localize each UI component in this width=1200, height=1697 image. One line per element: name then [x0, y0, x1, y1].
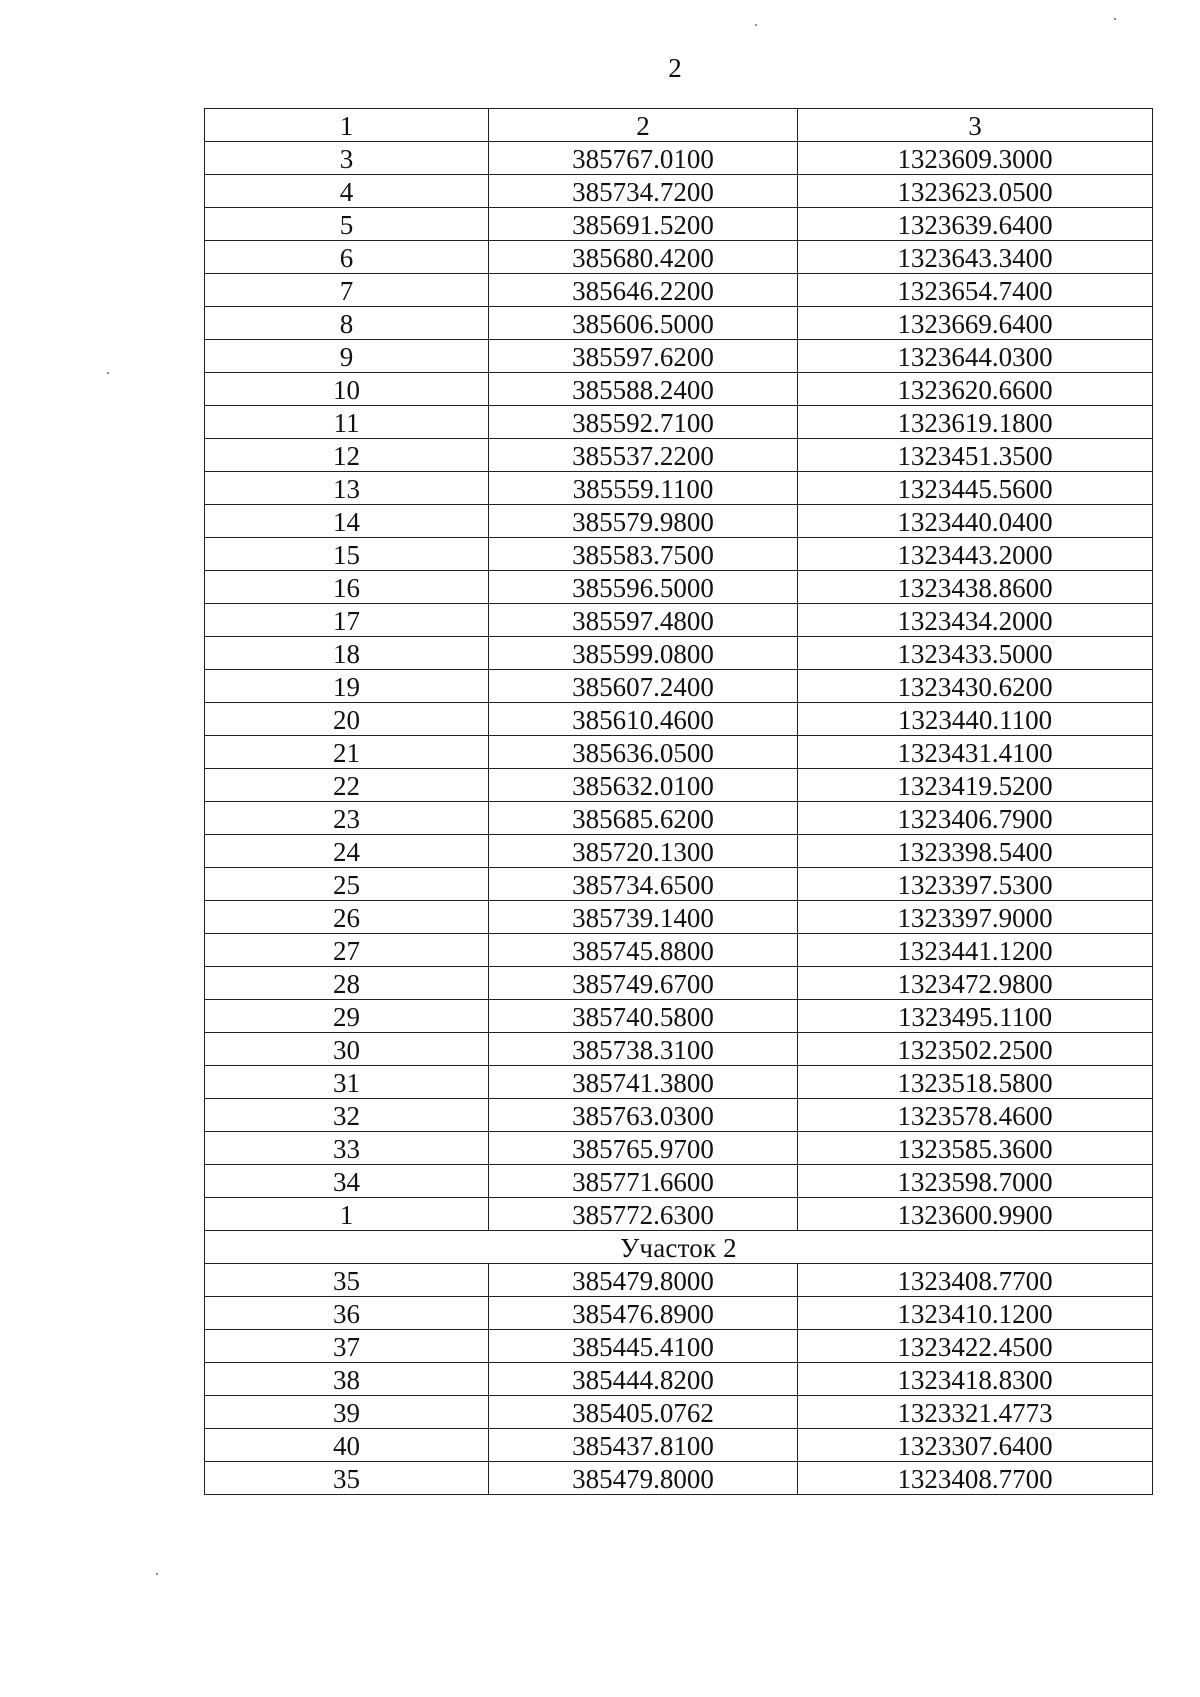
point-number-cell: 21: [205, 736, 489, 769]
x-coordinate-cell: 385646.2200: [489, 274, 798, 307]
y-coordinate-cell: 1323643.3400: [798, 241, 1153, 274]
x-coordinate-cell: 385444.8200: [489, 1363, 798, 1396]
table-row: [205, 1363, 1153, 1396]
y-coordinate-cell: 1323445.5600: [798, 472, 1153, 505]
point-number-cell: 17: [205, 604, 489, 637]
point-number-cell: 3: [205, 142, 489, 175]
table-row: [205, 373, 1153, 406]
point-number-cell: 34: [205, 1165, 489, 1198]
scan-speck: [1114, 18, 1116, 20]
y-coordinate-cell: 1323623.0500: [798, 175, 1153, 208]
y-coordinate-cell: 1323609.3000: [798, 142, 1153, 175]
x-coordinate-cell: 385734.7200: [489, 175, 798, 208]
table-row: [205, 1198, 1153, 1231]
table-row: [205, 967, 1153, 1000]
point-number-cell: 23: [205, 802, 489, 835]
x-coordinate-cell: 385597.6200: [489, 340, 798, 373]
x-coordinate-cell: 385763.0300: [489, 1099, 798, 1132]
y-coordinate-cell: 1323440.0400: [798, 505, 1153, 538]
x-coordinate-cell: 385559.1100: [489, 472, 798, 505]
table-row: [205, 670, 1153, 703]
y-coordinate-cell: 1323495.1100: [798, 1000, 1153, 1033]
point-number-cell: 9: [205, 340, 489, 373]
point-number-cell: 35: [205, 1462, 489, 1495]
table-row: [205, 274, 1153, 307]
y-coordinate-cell: 1323431.4100: [798, 736, 1153, 769]
x-coordinate-cell: 385772.6300: [489, 1198, 798, 1231]
point-number-cell: 1: [205, 1198, 489, 1231]
point-number-cell: 19: [205, 670, 489, 703]
y-coordinate-cell: 1323654.7400: [798, 274, 1153, 307]
point-number-cell: 22: [205, 769, 489, 802]
y-coordinate-cell: 1323578.4600: [798, 1099, 1153, 1132]
table-row: [205, 1132, 1153, 1165]
header-cell-point: 1: [205, 109, 489, 142]
point-number-cell: 24: [205, 835, 489, 868]
point-number-cell: 15: [205, 538, 489, 571]
table-row: [205, 1165, 1153, 1198]
point-number-cell: 38: [205, 1363, 489, 1396]
x-coordinate-cell: 385749.6700: [489, 967, 798, 1000]
table-row: [205, 472, 1153, 505]
x-coordinate-cell: 385596.5000: [489, 571, 798, 604]
x-coordinate-cell: 385691.5200: [489, 208, 798, 241]
point-number-cell: 32: [205, 1099, 489, 1132]
x-coordinate-cell: 385579.9800: [489, 505, 798, 538]
page-number: 2: [668, 53, 682, 83]
y-coordinate-cell: 1323419.5200: [798, 769, 1153, 802]
y-coordinate-cell: 1323451.3500: [798, 439, 1153, 472]
y-coordinate-cell: 1323620.6600: [798, 373, 1153, 406]
y-coordinate-cell: 1323408.7700: [798, 1462, 1153, 1495]
table-row: [205, 637, 1153, 670]
x-coordinate-cell: 385445.4100: [489, 1330, 798, 1363]
y-coordinate-cell: 1323397.5300: [798, 868, 1153, 901]
table-row: [205, 604, 1153, 637]
table-row: [205, 1297, 1153, 1330]
point-number-cell: 4: [205, 175, 489, 208]
table-row: [205, 175, 1153, 208]
x-coordinate-cell: 385607.2400: [489, 670, 798, 703]
table-row: [205, 1396, 1153, 1429]
y-coordinate-cell: 1323619.1800: [798, 406, 1153, 439]
table-body: [205, 109, 1153, 1495]
y-coordinate-cell: 1323410.1200: [798, 1297, 1153, 1330]
table-row: [205, 571, 1153, 604]
point-number-cell: 8: [205, 307, 489, 340]
y-coordinate-cell: 1323644.0300: [798, 340, 1153, 373]
table-row: [205, 1099, 1153, 1132]
table-row: [205, 934, 1153, 967]
point-number-cell: 36: [205, 1297, 489, 1330]
y-coordinate-cell: 1323398.5400: [798, 835, 1153, 868]
scan-speck: [107, 372, 109, 374]
table-row: [205, 1033, 1153, 1066]
header-cell-y: 3: [798, 109, 1153, 142]
y-coordinate-cell: 1323441.1200: [798, 934, 1153, 967]
header-cell-x: 2: [489, 109, 798, 142]
table-row: [205, 439, 1153, 472]
table-row: [205, 241, 1153, 274]
y-coordinate-cell: 1323321.4773: [798, 1396, 1153, 1429]
coordinates-table: [204, 108, 1153, 1495]
x-coordinate-cell: 385606.5000: [489, 307, 798, 340]
table-row: [205, 901, 1153, 934]
x-coordinate-cell: 385405.0762: [489, 1396, 798, 1429]
x-coordinate-cell: 385592.7100: [489, 406, 798, 439]
y-coordinate-cell: 1323397.9000: [798, 901, 1153, 934]
y-coordinate-cell: 1323585.3600: [798, 1132, 1153, 1165]
y-coordinate-cell: 1323669.6400: [798, 307, 1153, 340]
point-number-cell: 12: [205, 439, 489, 472]
table-row: [205, 736, 1153, 769]
y-coordinate-cell: 1323502.2500: [798, 1033, 1153, 1066]
table-row: [205, 208, 1153, 241]
x-coordinate-cell: 385599.0800: [489, 637, 798, 670]
x-coordinate-cell: 385739.1400: [489, 901, 798, 934]
table-row: [205, 142, 1153, 175]
table-row: [205, 1000, 1153, 1033]
x-coordinate-cell: 385476.8900: [489, 1297, 798, 1330]
table-row: [205, 1462, 1153, 1495]
point-number-cell: 28: [205, 967, 489, 1000]
x-coordinate-cell: 385734.6500: [489, 868, 798, 901]
point-number-cell: 16: [205, 571, 489, 604]
x-coordinate-cell: 385537.2200: [489, 439, 798, 472]
table-row: [205, 340, 1153, 373]
x-coordinate-cell: 385588.2400: [489, 373, 798, 406]
table-row: [205, 1330, 1153, 1363]
y-coordinate-cell: 1323434.2000: [798, 604, 1153, 637]
y-coordinate-cell: 1323433.5000: [798, 637, 1153, 670]
y-coordinate-cell: 1323472.9800: [798, 967, 1153, 1000]
point-number-cell: 37: [205, 1330, 489, 1363]
point-number-cell: 25: [205, 868, 489, 901]
point-number-cell: 14: [205, 505, 489, 538]
point-number-cell: 18: [205, 637, 489, 670]
section-title: Участок 2: [205, 1231, 1153, 1264]
y-coordinate-cell: 1323406.7900: [798, 802, 1153, 835]
y-coordinate-cell: 1323408.7700: [798, 1264, 1153, 1297]
table-row: [205, 769, 1153, 802]
scan-speck: [156, 1573, 158, 1575]
x-coordinate-cell: 385583.7500: [489, 538, 798, 571]
x-coordinate-cell: 385680.4200: [489, 241, 798, 274]
point-number-cell: 40: [205, 1429, 489, 1462]
table-row: [205, 868, 1153, 901]
x-coordinate-cell: 385437.8100: [489, 1429, 798, 1462]
y-coordinate-cell: 1323422.4500: [798, 1330, 1153, 1363]
y-coordinate-cell: 1323438.8600: [798, 571, 1153, 604]
table-row: [205, 307, 1153, 340]
table-row: [205, 406, 1153, 439]
x-coordinate-cell: 385745.8800: [489, 934, 798, 967]
point-number-cell: 27: [205, 934, 489, 967]
scan-speck: [755, 24, 757, 26]
y-coordinate-cell: 1323440.1100: [798, 703, 1153, 736]
x-coordinate-cell: 385479.8000: [489, 1462, 798, 1495]
x-coordinate-cell: 385740.5800: [489, 1000, 798, 1033]
x-coordinate-cell: 385738.3100: [489, 1033, 798, 1066]
point-number-cell: 11: [205, 406, 489, 439]
point-number-cell: 33: [205, 1132, 489, 1165]
table-row: [205, 505, 1153, 538]
x-coordinate-cell: 385632.0100: [489, 769, 798, 802]
point-number-cell: 29: [205, 1000, 489, 1033]
x-coordinate-cell: 385765.9700: [489, 1132, 798, 1165]
point-number-cell: 39: [205, 1396, 489, 1429]
table-row: [205, 802, 1153, 835]
point-number-cell: 20: [205, 703, 489, 736]
x-coordinate-cell: 385720.1300: [489, 835, 798, 868]
point-number-cell: 35: [205, 1264, 489, 1297]
point-number-cell: 5: [205, 208, 489, 241]
point-number-cell: 31: [205, 1066, 489, 1099]
x-coordinate-cell: 385771.6600: [489, 1165, 798, 1198]
table-row: [205, 1264, 1153, 1297]
y-coordinate-cell: 1323598.7000: [798, 1165, 1153, 1198]
section-header-row: [205, 1231, 1153, 1264]
point-number-cell: 26: [205, 901, 489, 934]
y-coordinate-cell: 1323307.6400: [798, 1429, 1153, 1462]
table-header-row: [205, 109, 1153, 142]
x-coordinate-cell: 385636.0500: [489, 736, 798, 769]
table-row: [205, 538, 1153, 571]
y-coordinate-cell: 1323418.8300: [798, 1363, 1153, 1396]
point-number-cell: 13: [205, 472, 489, 505]
y-coordinate-cell: 1323518.5800: [798, 1066, 1153, 1099]
point-number-cell: 7: [205, 274, 489, 307]
y-coordinate-cell: 1323430.6200: [798, 670, 1153, 703]
point-number-cell: 10: [205, 373, 489, 406]
x-coordinate-cell: 385685.6200: [489, 802, 798, 835]
y-coordinate-cell: 1323639.6400: [798, 208, 1153, 241]
x-coordinate-cell: 385479.8000: [489, 1264, 798, 1297]
x-coordinate-cell: 385741.3800: [489, 1066, 798, 1099]
point-number-cell: 6: [205, 241, 489, 274]
table-row: [205, 835, 1153, 868]
table-row: [205, 703, 1153, 736]
x-coordinate-cell: 385767.0100: [489, 142, 798, 175]
y-coordinate-cell: 1323443.2000: [798, 538, 1153, 571]
point-number-cell: 30: [205, 1033, 489, 1066]
table-row: [205, 1429, 1153, 1462]
y-coordinate-cell: 1323600.9900: [798, 1198, 1153, 1231]
x-coordinate-cell: 385597.4800: [489, 604, 798, 637]
table-row: [205, 1066, 1153, 1099]
x-coordinate-cell: 385610.4600: [489, 703, 798, 736]
